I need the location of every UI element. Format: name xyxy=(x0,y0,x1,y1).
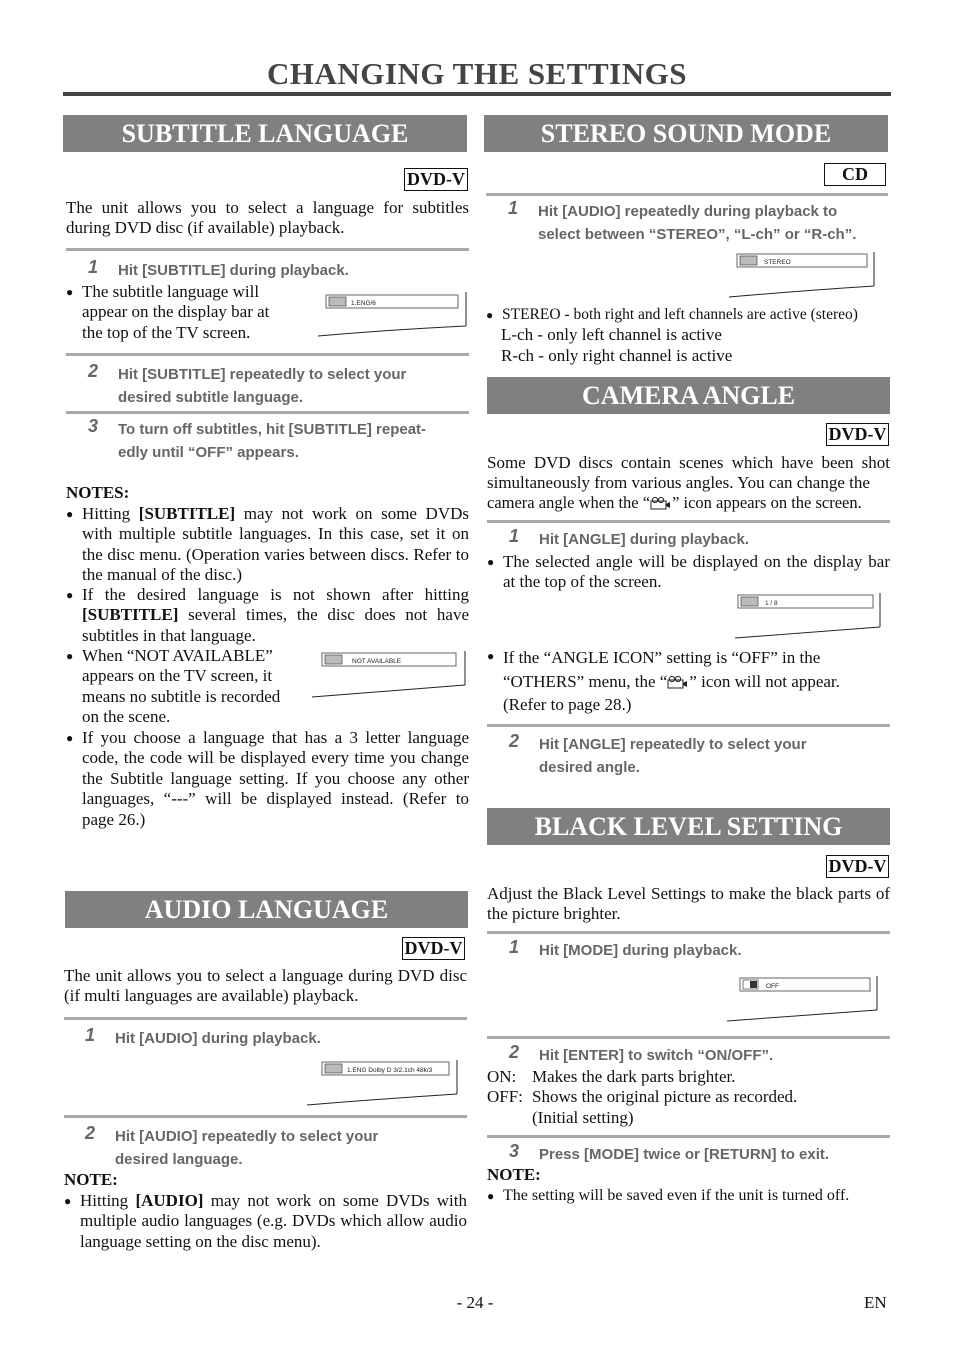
note-text: If you choose a language that has a 3 letter language code, the code will be displayed every time you change the Subtitle language setting. If you choose any other languages, “---” will be displayed instead. (Refer to page 26.) xyxy=(82,728,469,829)
camera-angle-icon xyxy=(667,675,689,689)
audio-intro: The unit allows you to select a language during DVD disc (if multi languages are available) playback. xyxy=(64,966,467,1006)
bullet-text: The subtitle language will appear on the display bar at the top of the TV screen. xyxy=(82,282,270,342)
step-text: Hit [SUBTITLE] repeatedly to select your desired subtitle language. xyxy=(118,366,407,406)
camera-intro: Some DVD discs contain scenes which have been shot simultaneously from various angles. You can change the xyxy=(487,453,890,493)
step-number: 3 xyxy=(509,1141,520,1161)
camera-intro-line: camera angle when the “ ” icon appears on the screen. xyxy=(487,493,862,512)
step-text: Hit [AUDIO] repeatedly during playback to select between “STEREO”, “L-ch” or “R-ch”. xyxy=(538,203,857,243)
subtitle-note-4 xyxy=(66,728,469,830)
stereo-lch-text: L-ch - only left channel is active xyxy=(501,325,722,344)
camera-step-2 xyxy=(509,731,889,780)
black-step-3 xyxy=(509,1141,889,1166)
camera-osd-display xyxy=(733,591,883,641)
bullet-text: STEREO - both right and left channels are active (stereo) xyxy=(502,306,858,323)
language-code: EN xyxy=(864,1293,887,1312)
camera-angle-icon xyxy=(650,496,672,510)
step-text: Hit [AUDIO] during playback. xyxy=(115,1030,321,1047)
osd-text: OFF xyxy=(766,983,779,990)
step-text: Hit [ENTER] to switch “ON/OFF”. xyxy=(539,1047,774,1064)
section-rule xyxy=(487,520,890,523)
step-number: 3 xyxy=(88,416,99,436)
dvd-v-badge: DVD-V xyxy=(826,423,889,446)
stereo-sound-mode-heading: STEREO SOUND MODE xyxy=(484,115,888,152)
note-text: When “NOT AVAILABLE” appears on the TV screen, it means no subtitle is recorded on the scene. xyxy=(82,646,281,727)
cd-badge: CD xyxy=(824,163,886,186)
note-label: NOTE: xyxy=(64,1170,118,1189)
note-label: NOTE: xyxy=(487,1165,541,1184)
bullet-icon: ● xyxy=(487,649,495,663)
step-text: Press [MODE] twice or [RETURN] to exit. xyxy=(539,1146,830,1163)
dvd-v-badge: DVD-V xyxy=(826,855,889,878)
bullet-icon: ● xyxy=(486,308,494,322)
step-number: 1 xyxy=(85,1025,96,1045)
osd-text: 1 / 8 xyxy=(765,600,778,607)
step-number: 1 xyxy=(88,257,99,277)
bullet-icon: ● xyxy=(487,555,495,569)
subtitle-step-2 xyxy=(88,361,468,410)
angle-icon xyxy=(741,597,758,606)
section-rule xyxy=(66,353,469,356)
title-rule xyxy=(63,92,891,96)
subtitle-language-heading: SUBTITLE LANGUAGE xyxy=(63,115,467,152)
bullet-icon: ● xyxy=(66,507,74,521)
bullet-text: If the “ANGLE ICON” setting is “OFF” in the “OTHERS” menu, the “ ” icon will not appear. (Refer to page 28.) xyxy=(503,648,840,714)
camera-angle-heading: CAMERA ANGLE xyxy=(487,377,890,414)
subtitle-step-3 xyxy=(88,416,468,465)
camera-step-1 xyxy=(509,526,889,551)
note-text: Hitting [AUDIO] may not work on some DVDs with multiple audio languages (e.g. DVDs which allow audio language setting on the disc menu). xyxy=(80,1191,468,1251)
section-rule xyxy=(66,248,469,251)
subtitle-step-1 xyxy=(88,257,468,282)
subtitle-icon xyxy=(325,655,342,664)
black-intro: Adjust the Black Level Settings to make the black parts of the picture brighter. xyxy=(487,884,890,924)
subtitle-osd-display xyxy=(316,290,468,340)
audio-step-1 xyxy=(85,1025,465,1050)
subtitle-bullet-1 xyxy=(66,282,316,344)
dvd-v-badge: DVD-V xyxy=(404,168,468,191)
subtitle-intro: The unit allows you to select a language for subtitles during DVD disc (if available) playback. xyxy=(66,198,469,238)
step-number: 2 xyxy=(85,1123,96,1143)
audio-step-2 xyxy=(85,1123,465,1172)
off-label: OFF: xyxy=(487,1087,523,1106)
step-number: 2 xyxy=(509,731,520,751)
dvd-v-badge: DVD-V xyxy=(402,937,465,960)
section-rule xyxy=(64,1017,467,1020)
bullet-icon: ● xyxy=(64,1194,72,1208)
stereo-bullet xyxy=(486,305,888,325)
step-number: 1 xyxy=(508,198,519,218)
black-level-osd-display xyxy=(725,974,880,1024)
osd-text: NOT AVAILABLE xyxy=(352,658,402,665)
section-rule xyxy=(487,931,890,934)
step-text: Hit [AUDIO] repeatedly to select your desired language. xyxy=(115,1128,379,1168)
not-available-osd-display xyxy=(310,649,468,699)
bullet-icon: ● xyxy=(66,588,74,602)
step-number: 1 xyxy=(509,937,520,957)
off-description: Shows the original picture as recorded. xyxy=(532,1087,798,1106)
bullet-text: The selected angle will be displayed on the display bar at the top of the screen. xyxy=(503,552,890,592)
on-label: ON: xyxy=(487,1067,517,1086)
note-text: The setting will be saved even if the unit is turned off. xyxy=(503,1187,850,1204)
subtitle-icon xyxy=(329,297,346,306)
section-rule xyxy=(64,1115,467,1118)
black-level-heading: BLACK LEVEL SETTING xyxy=(487,808,890,845)
step-number: 2 xyxy=(88,361,99,381)
notes-label: NOTES: xyxy=(66,483,130,502)
camera-bullet-1 xyxy=(487,552,890,594)
audio-language-heading: AUDIO LANGUAGE xyxy=(65,891,468,928)
section-rule xyxy=(486,193,888,196)
section-rule xyxy=(66,411,469,414)
step-number: 1 xyxy=(509,526,520,546)
osd-text: 1.ENG/6 xyxy=(351,300,376,307)
step-text: Hit [ANGLE] repeatedly to select your desired angle. xyxy=(539,736,807,776)
section-rule xyxy=(487,724,890,727)
audio-note-1 xyxy=(64,1191,467,1253)
subtitle-note-1 xyxy=(66,504,469,586)
subtitle-note-2 xyxy=(66,585,469,647)
on-description: Makes the dark parts brighter. xyxy=(532,1067,736,1086)
section-rule xyxy=(487,1135,890,1138)
note-text: Hitting [SUBTITLE] may not work on some DVDs with multiple subtitle languages. In this case, set it on the disc menu. (Operation varies between discs. Refer to the manual of the disc.) xyxy=(82,504,470,585)
audio-icon xyxy=(325,1064,342,1073)
camera-bullet-2 xyxy=(487,646,890,716)
black-step-1 xyxy=(509,937,889,962)
page-number: - 24 - xyxy=(456,1293,494,1312)
step-number: 2 xyxy=(509,1042,520,1062)
step-text: To turn off subtitles, hit [SUBTITLE] repeat- edly until “OFF” appears. xyxy=(118,421,427,461)
page-title: CHANGING THE SETTINGS xyxy=(267,56,687,91)
step-text: Hit [ANGLE] during playback. xyxy=(539,531,750,548)
stereo-rch-text: R-ch - only right channel is active xyxy=(501,346,733,365)
initial-setting-text: (Initial setting) xyxy=(532,1108,634,1127)
bullet-icon: ● xyxy=(66,285,74,299)
stereo-step-1 xyxy=(508,198,888,247)
bullet-icon: ● xyxy=(66,731,74,745)
audio-icon xyxy=(740,256,757,265)
audio-osd-display xyxy=(305,1058,460,1108)
step-text: Hit [MODE] during playback. xyxy=(539,942,742,959)
bullet-icon: ● xyxy=(66,649,74,663)
section-rule xyxy=(487,1036,890,1039)
stereo-osd-display xyxy=(727,250,877,300)
bullet-icon: ● xyxy=(487,1189,495,1203)
black-step-2 xyxy=(509,1042,889,1067)
step-text: Hit [SUBTITLE] during playback. xyxy=(118,262,349,279)
note-text: If the desired language is not shown after hitting [SUBTITLE] several times, the disc does not have subtitles in that language. xyxy=(82,585,469,645)
osd-text: STEREO xyxy=(764,259,791,266)
subtitle-note-3 xyxy=(66,646,316,728)
osd-text: 1.ENG Dolby D 3/2.1ch 48k/3 xyxy=(347,1067,433,1074)
black-note-1 xyxy=(487,1186,890,1206)
